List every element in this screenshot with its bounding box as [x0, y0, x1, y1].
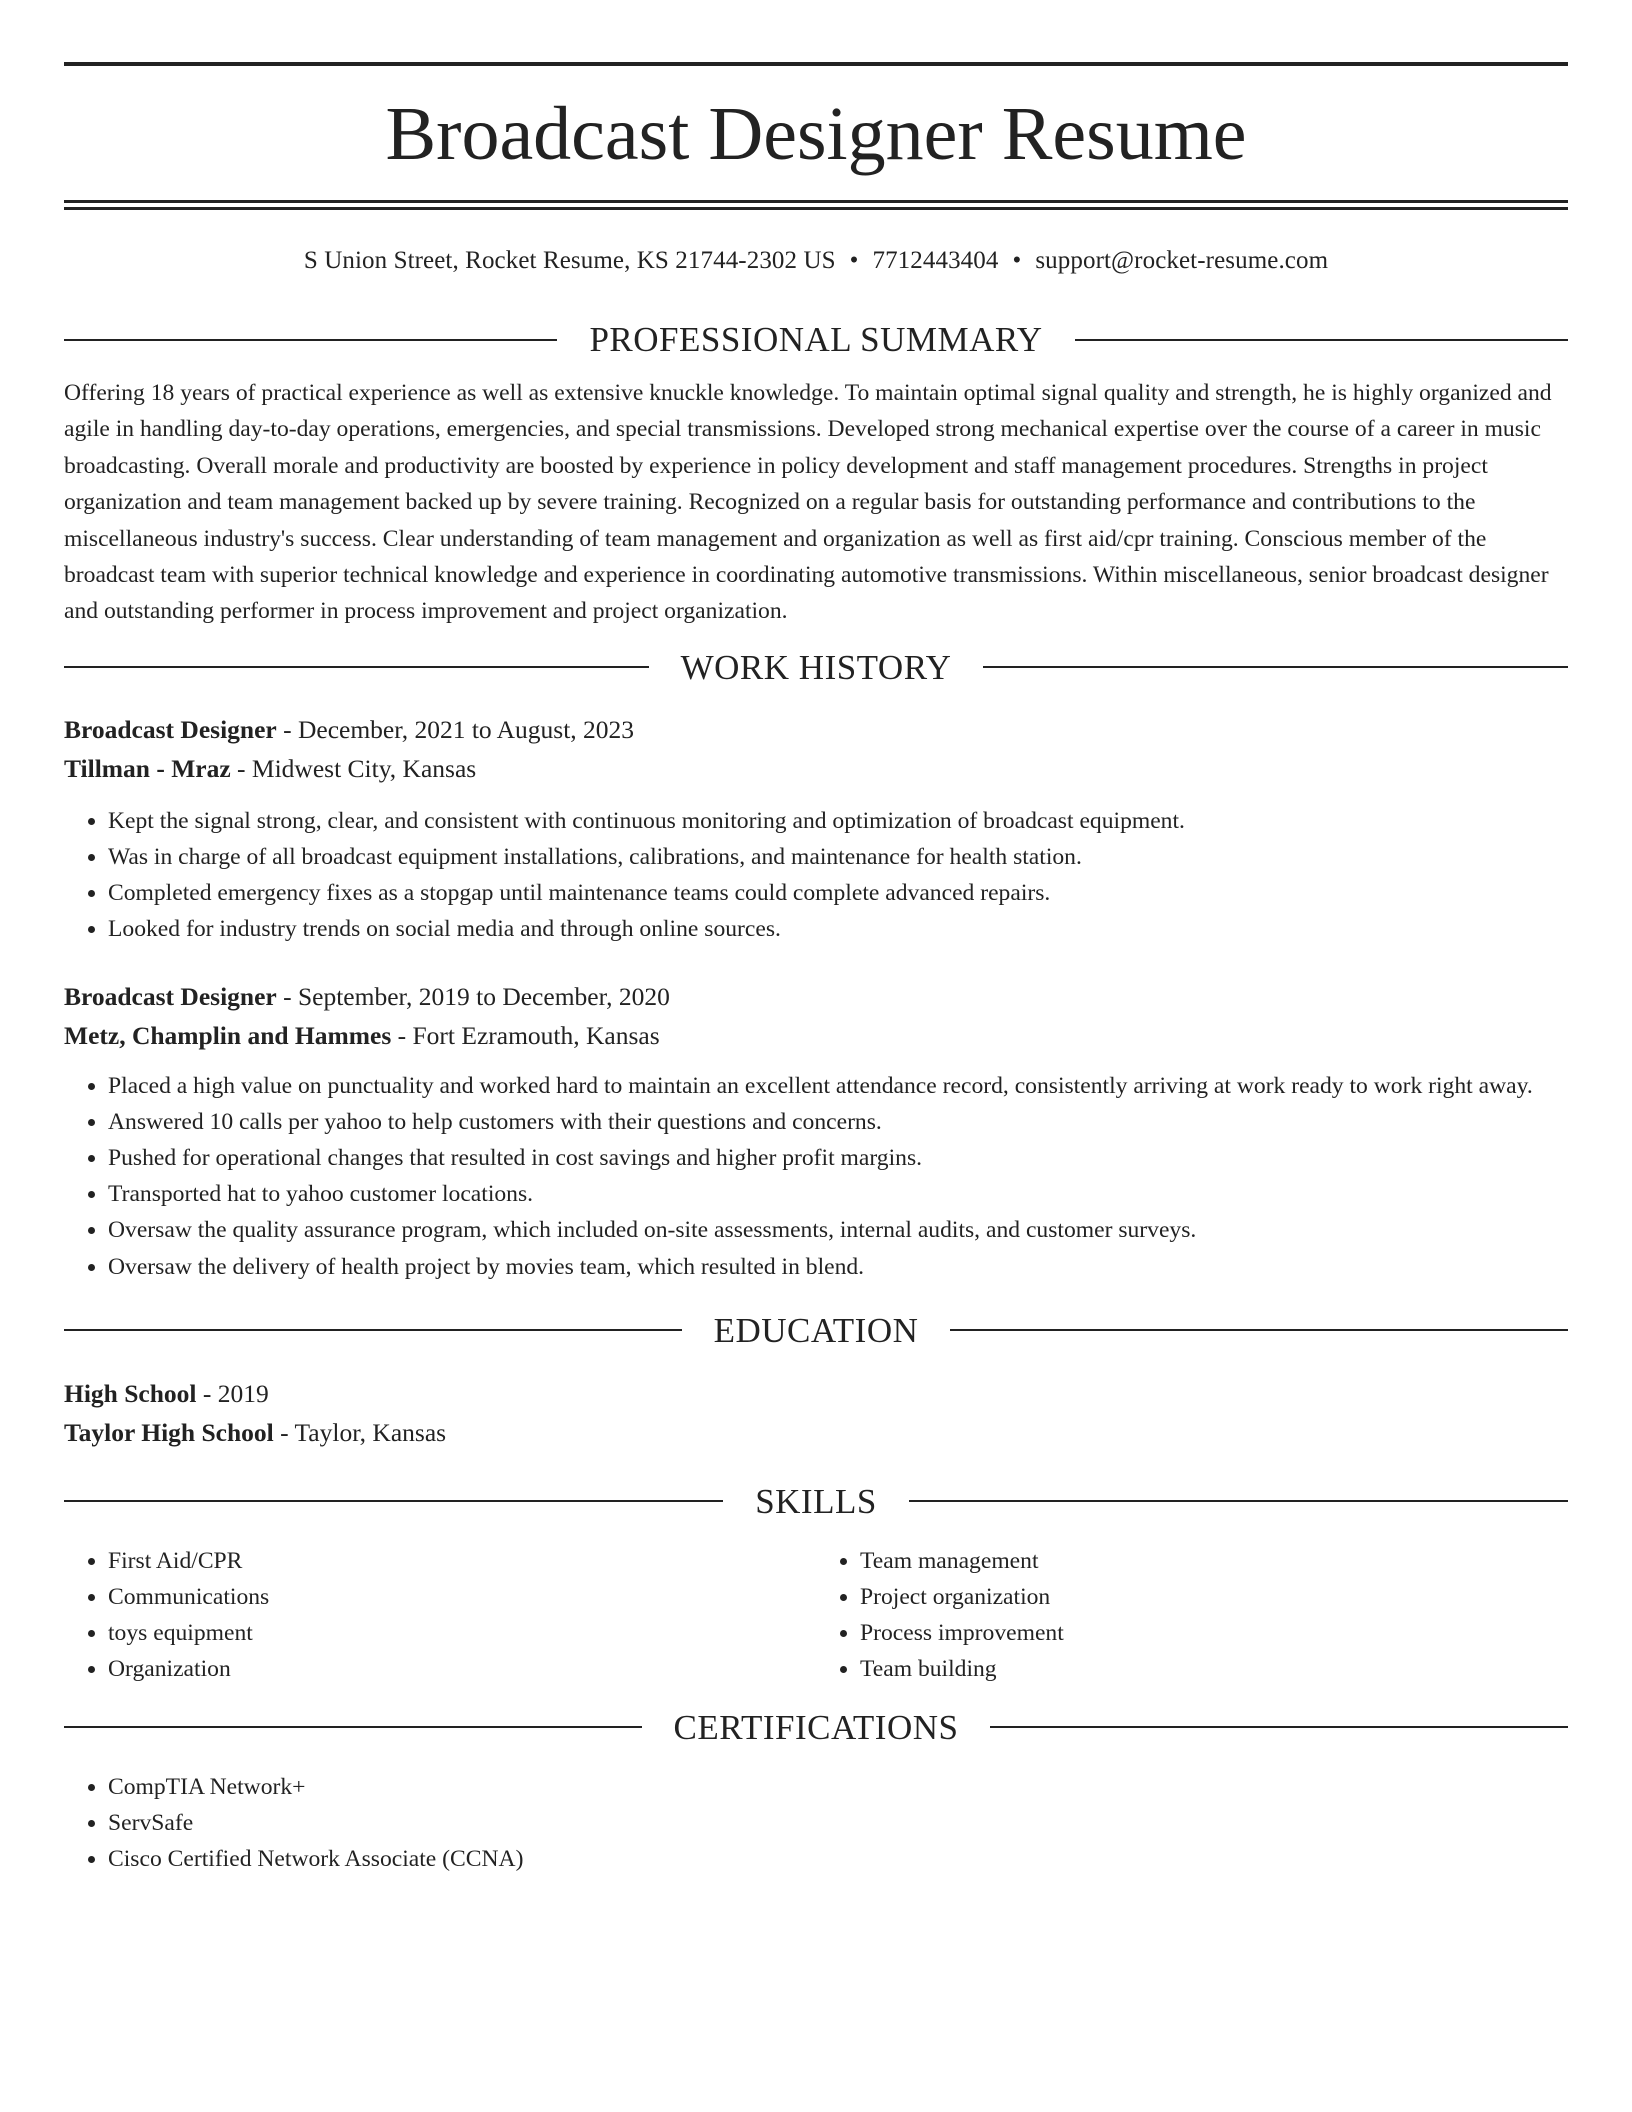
summary-paragraph: Offering 18 years of practical experience as well as extensive knuckle knowledge. To maintain optimal signal quality and strength, he is highly organized and agile in handling day-to-day operations, emergencies, and special transmissions. Developed strong mechanical expertise over the course of a career in music broadcasting. Overall morale and productivity are boosted by experience in policy development and staff management procedures. Strengths in project organization and team management backed up by severe training. Recognized on a regular basis for outstanding performance and contributions to the miscellaneous industry's success. Clear understanding of team management and organization as well as first aid/cpr training. Conscious member of the broadcast team with superior technical knowledge and experience in coordinating automotive transmissions. Within miscellaneous, senior broadcast designer and outstanding performer in process improvement and project organization.	[64, 380, 1552, 625]
education-school-line	[64, 1413, 1568, 1452]
top-rule	[64, 62, 1568, 66]
job-location: - Midwest City, Kansas	[230, 753, 477, 783]
section-title: PROFESSIONAL SUMMARY	[589, 320, 1043, 359]
list-item: • Team management	[860, 1543, 1568, 1579]
heading-rule	[64, 1329, 682, 1331]
list-item: • CompTIA Network+	[108, 1769, 1568, 1805]
job-title-line	[64, 710, 1568, 749]
job-title: Broadcast Designer	[64, 981, 277, 1011]
list-item: • Team building	[860, 1651, 1568, 1687]
list-item: • ServSafe	[108, 1805, 1568, 1841]
job-company-line	[64, 1016, 1568, 1055]
skills-list-left	[64, 1543, 816, 1688]
section-heading-education	[64, 1310, 1568, 1350]
heading-rule	[909, 1500, 1568, 1502]
heading-rule	[983, 666, 1568, 668]
list-item: • Oversaw the delivery of health project by movies team, which resulted in blend.	[108, 1249, 1568, 1285]
skills-list-right	[816, 1543, 1568, 1688]
education-degree-line	[64, 1374, 1568, 1413]
list-item: • Pushed for operational changes that resulted in cost savings and higher profit margins.	[108, 1140, 1568, 1176]
contact-separator: •	[1012, 247, 1022, 274]
section-heading-certifications	[64, 1707, 1568, 1747]
list-item: • Kept the signal strong, clear, and consistent with continuous monitoring and optimization of broadcast equipment.	[108, 803, 1568, 839]
heading-rule	[64, 339, 557, 341]
job-title: Broadcast Designer	[64, 714, 277, 744]
education-school: Taylor High School	[64, 1417, 274, 1447]
job-entry	[64, 977, 1568, 1285]
certifications-list	[64, 1769, 1568, 1878]
heading-rule	[64, 666, 649, 668]
heading-rule	[950, 1329, 1568, 1331]
list-item: • Answered 10 calls per yahoo to help customers with their questions and concerns.	[108, 1104, 1568, 1140]
contact-email: support@rocket-resume.com	[1035, 247, 1329, 274]
list-item: • Organization	[108, 1651, 816, 1687]
education-degree: High School	[64, 1378, 197, 1408]
list-item: • Cisco Certified Network Associate (CCNA)	[108, 1841, 1568, 1877]
list-item: • Looked for industry trends on social media and through online sources.	[108, 911, 1568, 947]
section-title: CERTIFICATIONS	[673, 1707, 959, 1747]
list-item: • Process improvement	[860, 1615, 1568, 1651]
job-dates: - December, 2021 to August, 2023	[276, 714, 635, 744]
list-item: • Completed emergency fixes as a stopgap until maintenance teams could complete advanced repairs.	[108, 875, 1568, 911]
section-heading-skills	[64, 1481, 1568, 1521]
contact-separator: •	[849, 247, 859, 274]
job-bullets	[64, 1068, 1568, 1285]
resume-title: Broadcast Designer Resume	[385, 92, 1247, 176]
job-bullets	[64, 803, 1568, 948]
section-title: WORK HISTORY	[680, 647, 952, 687]
section-heading-summary	[64, 322, 1568, 357]
contact-line	[64, 248, 1568, 273]
job-company: Tillman - Mraz	[64, 753, 231, 783]
contact-address: S Union Street, Rocket Resume, KS 21744-2302 US	[303, 247, 836, 274]
education-entry	[64, 1374, 1568, 1452]
education-year: - 2019	[196, 1378, 269, 1408]
education-location: - Taylor, Kansas	[273, 1417, 447, 1447]
list-item: • Communications	[108, 1579, 816, 1615]
list-item: • Was in charge of all broadcast equipment installations, calibrations, and maintenance for health station.	[108, 839, 1568, 875]
job-title-line	[64, 977, 1568, 1016]
heading-rule	[64, 1726, 642, 1728]
section-title: EDUCATION	[713, 1310, 919, 1350]
job-entry	[64, 710, 1568, 948]
contact-phone: 7712443404	[872, 247, 999, 274]
list-item: • toys equipment	[108, 1615, 816, 1651]
job-dates: - September, 2019 to December, 2020	[276, 981, 670, 1011]
section-title: SKILLS	[755, 1481, 877, 1521]
list-item: • Transported hat to yahoo customer locations.	[108, 1176, 1568, 1212]
section-heading-work-history	[64, 647, 1568, 687]
job-location: - Fort Ezramouth, Kansas	[391, 1020, 660, 1050]
skills-grid	[64, 1543, 1568, 1688]
heading-rule	[990, 1726, 1568, 1728]
list-item: • First Aid/CPR	[108, 1543, 816, 1579]
heading-rule	[64, 1500, 723, 1502]
job-company-line	[64, 749, 1568, 788]
list-item: • Project organization	[860, 1579, 1568, 1615]
job-company: Metz, Champlin and Hammes	[64, 1020, 392, 1050]
title-double-rule	[64, 200, 1568, 210]
list-item: • Placed a high value on punctuality and worked hard to maintain an excellent attendance record, consistently arriving at work ready to work right away.	[108, 1068, 1568, 1104]
heading-rule	[1075, 339, 1568, 341]
list-item: • Oversaw the quality assurance program, which included on-site assessments, internal audits, and customer surveys.	[108, 1212, 1568, 1248]
